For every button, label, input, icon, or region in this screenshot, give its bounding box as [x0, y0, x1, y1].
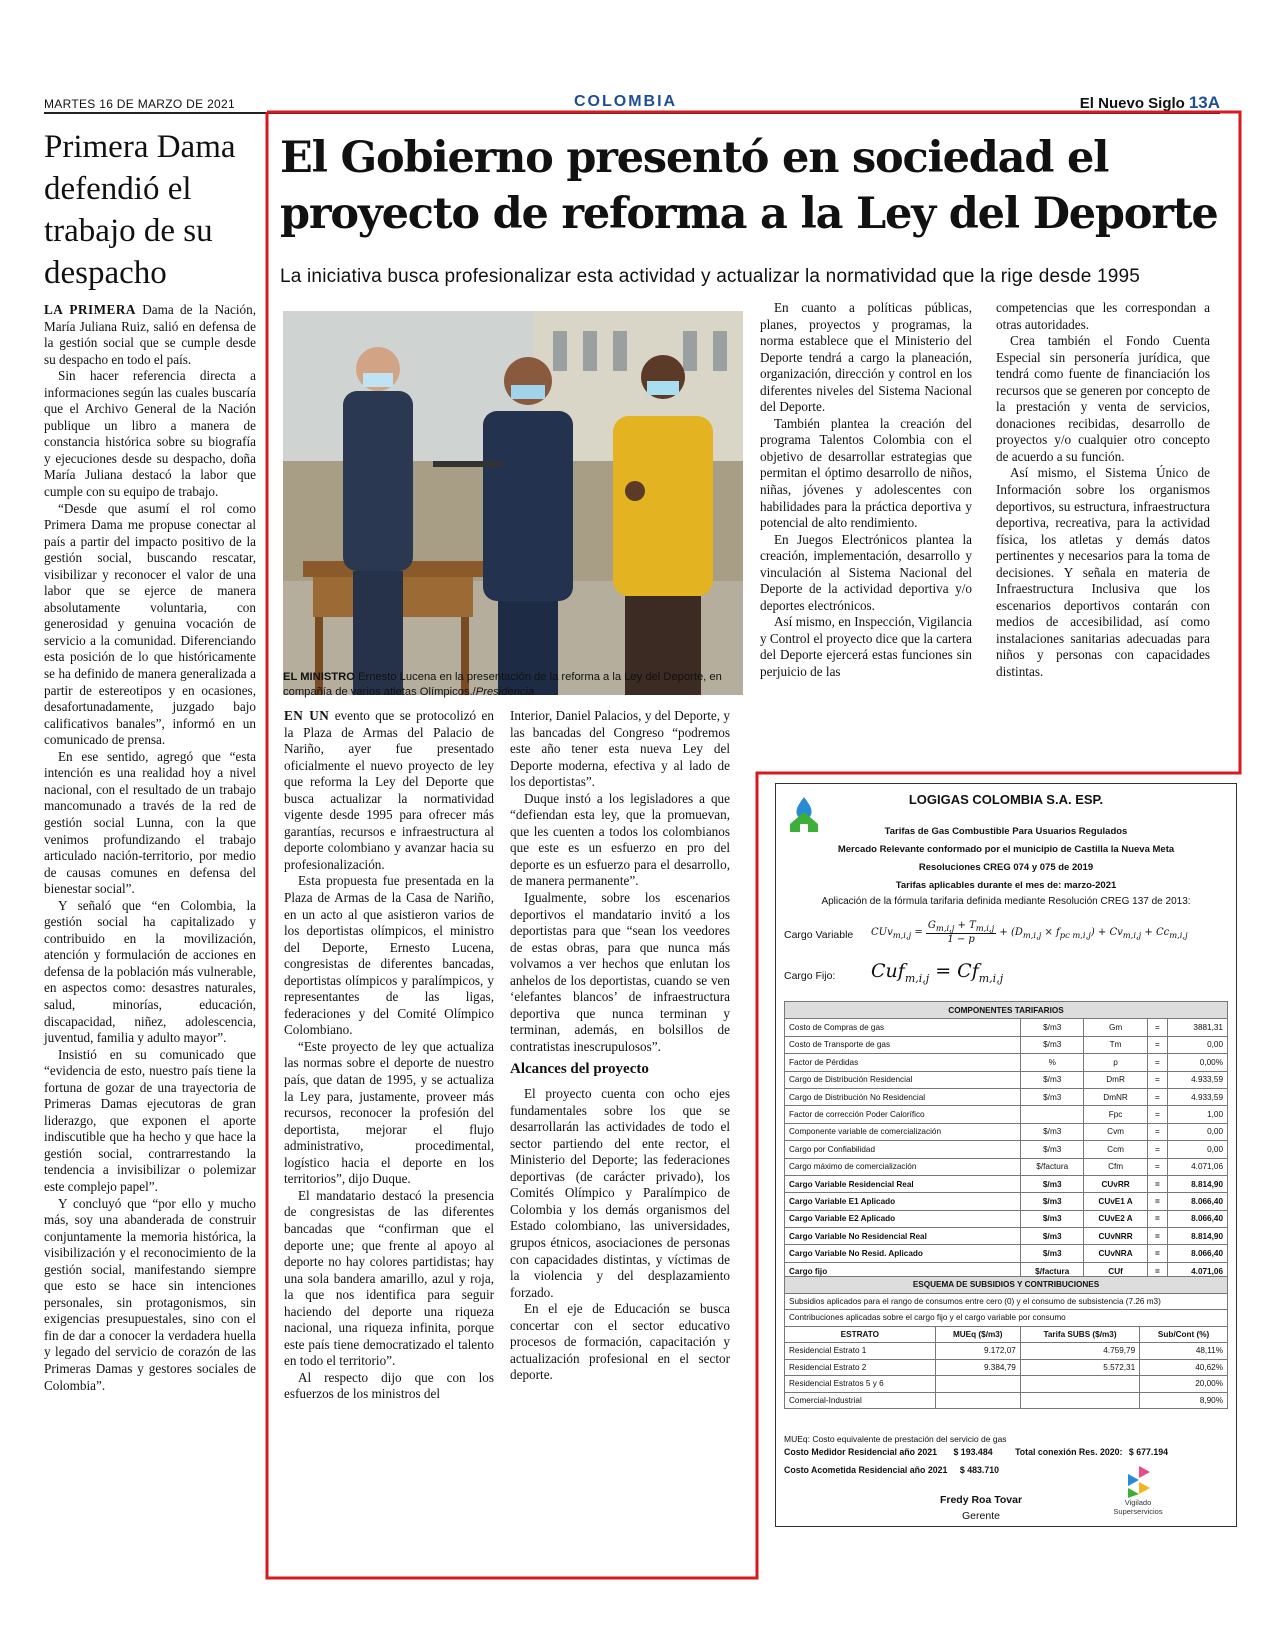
components-header: COMPONENTES TARIFARIOS — [785, 1002, 1228, 1019]
component-sym: Cvm — [1084, 1123, 1147, 1140]
subsidy-col-header: Sub/Cont (%) — [1140, 1326, 1228, 1343]
caption-credit: Presidencia — [475, 686, 535, 698]
subsidy-tarifa: 4.759,79 — [1020, 1343, 1139, 1360]
main-paragraph: El mandatario destacó la presencia de congresistas de las diferentes bancadas que “confirman que el deporte une; que frente al apoyo al deporte no hay colores partidistas; hay una sola bandera amarillo, azul y roja, la que nos identifica para seguir haciendo del deporte una riqueza nacional, una riqueza infinita, porque este país tiene democratizado el talento en todo el territorio”. — [284, 1187, 494, 1369]
component-row — [785, 1019, 1228, 1036]
main-paragraph: En Juegos Electrónicos plantea la creación, implementación, desarrollo y vinculación al Sistema Nacional del Deporte de la actividad deportiva y/o deportes electrónicos. — [760, 531, 972, 613]
newspaper-name: El Nuevo Siglo — [1079, 95, 1185, 112]
subsidy-row — [785, 1392, 1228, 1409]
component-unit: $/m3 — [1021, 1210, 1084, 1227]
component-eq: = — [1147, 1071, 1167, 1088]
component-unit: $/m3 — [1021, 1123, 1084, 1140]
cargo-variable-label: Cargo Variable — [784, 929, 854, 941]
component-name: Costo de Compras de gas — [785, 1019, 1021, 1036]
component-eq: = — [1147, 1106, 1167, 1123]
section-subhead: Alcances del proyecto — [510, 1061, 649, 1078]
component-unit: $/m3 — [1021, 1071, 1084, 1088]
component-unit: $/factura — [1021, 1262, 1084, 1279]
subsidy-mueq — [935, 1392, 1020, 1409]
caption-text: Ernesto Lucena en la presentación de la reforma a la Ley del Deporte, en compañía de varios atletas Olímpicos./ — [283, 671, 722, 698]
main-column-2 — [510, 708, 730, 1384]
components-body — [785, 1019, 1228, 1280]
component-eq: = — [1147, 1088, 1167, 1105]
main-paragraph: El proyecto cuenta con ocho ejes fundamentales sobre los que se desarrollarán las actividades de todo el sector partiendo del ente rector, el Ministerio del Deporte; las federaciones deportivas (de carácter privado), los Comités Olímpico y Paralímpico de Colombia y los demás organismos del Estado colombiano, las universidades, grupos étnicos, asociaciones de personas con capacidades distintas, y víctimas de la violencia y del desplazamiento forzado. — [510, 1086, 730, 1300]
subsidy-estrato: Residencial Estrato 2 — [785, 1359, 936, 1376]
caption-label: EL MINISTRO — [283, 671, 355, 683]
component-row — [785, 1158, 1228, 1175]
component-eq: = — [1147, 1158, 1167, 1175]
superservicios-logo-icon — [1124, 1464, 1154, 1498]
subsidy-note-2: Contribuciones aplicadas sobre el cargo fijo y el cargo variable por consumo — [785, 1310, 1228, 1327]
component-unit: % — [1021, 1054, 1084, 1071]
ad-subtitle-1: Tarifas de Gas Combustible Para Usuarios Regulados — [884, 826, 1128, 837]
ad-subtitle-4: Tarifas aplicables durante el mes de: marzo-2021 — [895, 880, 1117, 891]
main-headline: El Gobierno presentó en sociedad el proyecto de reforma a la Ley del Deporte — [280, 133, 1218, 239]
component-val: 1,00 — [1168, 1106, 1228, 1123]
component-eq: = — [1147, 1141, 1167, 1158]
component-sym: CUvRR — [1084, 1175, 1147, 1192]
component-row — [785, 1193, 1228, 1210]
component-name: Factor de corrección Poder Calorífico — [785, 1106, 1021, 1123]
side-paragraph: Y señaló que “en Colombia, la gestión social ha capitalizado y contribuido en la movilización, atención y formulación de acciones en defensa de la población más vulnerable, en aspectos como: desastres naturales, salud, minorías, educación, discapacidad, niñez, adolescencia, juventud, familia y adulto mayor”. — [44, 897, 256, 1046]
main-paragraph: Al respecto dijo que con los esfuerzos de los ministros del — [284, 1369, 494, 1402]
subsidy-pct: 20,00% — [1140, 1376, 1228, 1393]
main-paragraph: Igualmente, sobre los escenarios deportivos el mandatario invitó a los deportistas para que “sean los veedores de estas obras, para que nunca más volvamos a ver hechos que enlutan los anhelos de los deportistas, cuando se ven ‘elefantes blancos’ de infraestructura deportiva que nunca terminan y terminan, además, en bolsillos de contratistas inescrupulosos”. — [510, 890, 730, 1054]
component-sym: CUf — [1084, 1262, 1147, 1279]
component-val: 8.066,40 — [1168, 1193, 1228, 1210]
main-paragraph: También plantea la creación del programa Talentos Colombia con el objetivo de desarrollar estrategias que permitan el óptimo desarrollo de niños, niñas, jóvenes y adolescentes con habilidades para la práctica deportiva y potencial de alto rendimiento. — [760, 415, 972, 531]
main-paragraph: EN UN evento que se protocolizó en la Plaza de Armas del Palacio de Nariño, ayer fue presentado oficialmente el nuevo proyecto de ley que reforma la Ley del Deporte que busca actualizar la normatividad vigente desde 1995 para ofrecer más garantías, recursos e infraestructura al deporte colombiano y avanzar hacia su profesionalización. — [284, 708, 494, 872]
tariff-advertisement — [775, 783, 1237, 1527]
cargo-fijo-formula: $Cuf_{m,i,j} = Cf_{m,i,j}$ — [871, 960, 1004, 985]
main-paragraph: competencias que les correspondan a otras autoridades. — [996, 300, 1210, 332]
component-sym: Tm — [1084, 1036, 1147, 1053]
component-eq: = — [1147, 1175, 1167, 1192]
component-row — [785, 1106, 1228, 1123]
subsidy-pct: 40,62% — [1140, 1359, 1228, 1376]
vigilado-label: Vigilado Superservicios — [1113, 1498, 1163, 1516]
subsidy-mueq: 9.384,79 — [935, 1359, 1020, 1376]
component-val: 8.066,40 — [1168, 1210, 1228, 1227]
component-val: 8.066,40 — [1168, 1245, 1228, 1262]
component-unit: $/m3 — [1021, 1245, 1084, 1262]
subsidy-body — [785, 1343, 1228, 1409]
component-row — [785, 1054, 1228, 1071]
main-paragraph: Duque instó a los legisladores a que “defiendan esta ley, que la promuevan, que les cuenten a todos los colombianos que este es un esfuerzo en pro del deporte es un esfuerzo para el desarrollo, de manera permanente”. — [510, 790, 730, 889]
component-sym: Gm — [1084, 1019, 1147, 1036]
main-column-3 — [760, 300, 972, 681]
costo-medidor: Costo Medidor Residencial año 2021 $ 193.484 Total conexión Res. 2020: $ 677.194 — [784, 1447, 1169, 1457]
page-number: 13A — [1188, 93, 1220, 112]
component-row — [785, 1088, 1228, 1105]
side-article-headline: Primera Dama defendió el trabajo de su despacho — [44, 129, 236, 291]
component-row — [785, 1210, 1228, 1227]
component-name: Cargo por Confiabilidad — [785, 1141, 1021, 1158]
side-paragraph: En ese sentido, agregó que “esta intención es una realidad hoy a nivel nacional, con el resultado de un trabajo mancomunado a través de la red de gestión social Lunna, con la que venimos profundizando el trabajo articulado nación-territorio, por medio de causas comunes en defensa del bienestar social”. — [44, 748, 256, 897]
component-row — [785, 1245, 1228, 1262]
component-eq: = — [1147, 1123, 1167, 1140]
subsidy-tarifa: 5.572,31 — [1020, 1359, 1139, 1376]
component-sym: Fpc — [1084, 1106, 1147, 1123]
component-unit: $/m3 — [1021, 1019, 1084, 1036]
main-paragraph: Así mismo, el Sistema Único de Información sobre los organismos deportivos, su estructura, infraestructura deportiva, recreativa, para la actividad física, los atletas y demás datos pertinentes y necesarios para la toma de decisiones. Y señala en materia de Infraestructura Inclusiva que los escenarios deportivos contarán con medios de accesibilidad, así como instalaciones sanitarias adecuadas para niños y personas con capacidades distintas. — [996, 465, 1210, 680]
main-paragraph: En el eje de Educación se busca concertar con el sector educativo procesos de formación, capacitación y actualización profesional en el sector deporte. — [510, 1301, 730, 1383]
component-unit — [1021, 1106, 1084, 1123]
main-paragraph: “Este proyecto de ley que actualiza las normas sobre el deporte de nuestro país, que datan de 1995, y se actualiza la Ley para, justamente, proveer más recursos, reconocer la profesión del deportista, mejorar el flujo administrativo, procedimental, logístico hacia el deporte en los territorios”, dijo Duque. — [284, 1038, 494, 1187]
subsidy-table — [784, 1276, 1228, 1409]
component-sym: p — [1084, 1054, 1147, 1071]
subsidy-tarifa — [1020, 1376, 1139, 1393]
cargo-fijo-label: Cargo Fijo: — [784, 970, 836, 982]
subsidy-row — [785, 1359, 1228, 1376]
subsidy-mueq: 9.172,07 — [935, 1343, 1020, 1360]
component-eq: = — [1147, 1054, 1167, 1071]
company-name: LOGIGAS COLOMBIA S.A. ESP. — [908, 792, 1104, 807]
section-name: COLOMBIA — [574, 93, 678, 110]
component-val: 4.933,59 — [1168, 1088, 1228, 1105]
subsidy-note-1: Subsidios aplicados para el rango de consumos entre cero (0) y el consumo de subsistencia (7.26 m3) — [785, 1293, 1228, 1310]
component-sym: CUvNRR — [1084, 1228, 1147, 1245]
cargo-variable-formula: CUv$_{m,i,j}$ = $\frac{G_{m,i,j} + T_{m,i,j}}{1 - p}$ + $(D_{m,i,j} \times f_{pc m,i,j}) + Cv_{m,i,j} + Cc_{m,i,j}$ — [871, 920, 1188, 945]
signer-title: Gerente — [962, 1510, 1000, 1522]
subsidy-estrato: Residencial Estrato 1 — [785, 1343, 936, 1360]
component-row — [785, 1123, 1228, 1140]
side-paragraph: Insistió en su comunicado que “evidencia de esto, nuestro país tiene la fortuna de gozar de una trayectoria de Primeras Damas ejecutoras de gran liderazgo, que exponen el aporte indiscutible que ha hecho y que hace la gestión social, contrarrestando la tendencia a invisibilizar o polemizar este complejo papel”. — [44, 1046, 256, 1194]
component-row — [785, 1141, 1228, 1158]
component-name: Factor de Pérdidas — [785, 1054, 1021, 1071]
costo-acometida: Costo Acometida Residencial año 2021 $ 483.710 — [784, 1465, 1000, 1475]
ad-subtitle-2: Mercado Relevante conformado por el municipio de Castilla la Nueva Meta — [837, 844, 1175, 855]
component-sym: DmR — [1084, 1071, 1147, 1088]
component-val: 0,00% — [1168, 1054, 1228, 1071]
photo-illustration — [283, 311, 743, 695]
component-name: Cargo de Distribución No Residencial — [785, 1088, 1021, 1105]
component-unit: $/m3 — [1021, 1141, 1084, 1158]
component-val: 8.814,90 — [1168, 1175, 1228, 1192]
subsidy-tarifa — [1020, 1392, 1139, 1409]
component-val: 4.071,06 — [1168, 1158, 1228, 1175]
side-paragraph: Y concluyó que “por ello y mucho más, soy una abanderada de construir conjuntamente la memoria histórica, la visibilización y el reconocimiento de la gestión social, manifestando siempre que esto se hace sin intenciones personales, sin protagonismos, sin exigencias presupuestales, sino con el fin de dar a conocer la verdadera huella y legado del servicio de corazón de las Primeras Damas y gestores sociales de Colombia”. — [44, 1195, 256, 1393]
component-sym: Cfm — [1084, 1158, 1147, 1175]
subsidy-row — [785, 1376, 1228, 1393]
subsidy-header: ESQUEMA DE SUBSIDIOS Y CONTRIBUCIONES — [785, 1277, 1228, 1294]
component-val: 0,00 — [1168, 1123, 1228, 1140]
component-row — [785, 1228, 1228, 1245]
subsidy-col-header: ESTRATO — [785, 1326, 936, 1343]
signer-name: Fredy Roa Tovar — [939, 1494, 1023, 1506]
subsidy-mueq — [935, 1376, 1020, 1393]
component-val: 8.814,90 — [1168, 1228, 1228, 1245]
component-eq: = — [1147, 1228, 1167, 1245]
component-eq: = — [1147, 1193, 1167, 1210]
component-eq: = — [1147, 1036, 1167, 1053]
subsidy-pct: 8,90% — [1140, 1392, 1228, 1409]
side-paragraph: LA PRIMERA Dama de la Nación, María Juliana Ruiz, salió en defensa de la gestión social que se cumple desde su despacho en todo el país. — [44, 302, 256, 367]
main-deck: La iniciativa busca profesionalizar esta actividad y actualizar la normatividad que la rige desde 1995 — [280, 266, 1141, 287]
subsidy-row — [785, 1343, 1228, 1360]
component-sym: DmNR — [1084, 1088, 1147, 1105]
component-unit: $/factura — [1021, 1158, 1084, 1175]
component-unit: $/m3 — [1021, 1228, 1084, 1245]
component-name: Cargo fijo — [785, 1262, 1021, 1279]
photo-caption — [283, 670, 743, 700]
main-paragraph: Interior, Daniel Palacios, y del Deporte, y las bancadas del Congreso “podremos este año tener esta nueva Ley del Deporte moderna, efectiva y al lado de los deportistas”. — [510, 708, 730, 790]
main-paragraph: Esta propuesta fue presentada en la Plaza de Armas de la Casa de Nariño, en un acto al que asistieron varios de los deportistas olímpicos, el ministro del Deporte, Ernesto Lucena, congresistas de diferentes bancadas, deportistas olímpicos y paralímpicos, y representantes de las ligas, federaciones y del Comité Olímpico Colombiano. — [284, 873, 494, 1038]
component-val: 4.933,59 — [1168, 1071, 1228, 1088]
main-column-4 — [996, 300, 1210, 681]
lead-caps: EN UN — [284, 708, 330, 723]
component-unit: $/m3 — [1021, 1193, 1084, 1210]
component-row — [785, 1071, 1228, 1088]
component-val: 4.071,06 — [1168, 1262, 1228, 1279]
component-sym: Ccm — [1084, 1141, 1147, 1158]
tariff-components-table — [784, 1001, 1228, 1280]
main-paragraph: Crea también el Fondo Cuenta Especial sin personería jurídica, que tendrá como fuente de financiación los recursos que se generen por concepto de la prestación y venta de servicios, donaciones recibidas, desarrollo de proyectos y/o cualquier otro concepto de acuerdo a su función. — [996, 333, 1210, 464]
component-name: Cargo Variable No Resid. Aplicado — [785, 1245, 1021, 1262]
component-eq: = — [1147, 1019, 1167, 1036]
ad-formula-note: Aplicación de la fórmula tarifaria definida mediante Resolución CREG 137 de 2013: — [821, 896, 1191, 907]
issue-date: MARTES 16 DE MARZO DE 2021 — [44, 97, 235, 111]
component-val: 0,00 — [1168, 1036, 1228, 1053]
component-eq: = — [1147, 1262, 1167, 1279]
side-paragraph: “Desde que asumí el rol como Primera Dama me propuse conectar al país a partir del impacto positivo de la gestión social, buscando rescatar, visibilizar y reconocer el valor de una labor que se ejerce de manera absolutamente voluntaria, con generosidad y genuina vocación de servicio a la comunidad. Diferenciando esta posición de lo que históricamente se ha definido de manera generalizada a partir de estereotipos y en ocasiones, desafortunadamente, juzgado bajo calificativos banales”, informó en un comunicado de prensa. — [44, 500, 256, 748]
component-eq: = — [1147, 1210, 1167, 1227]
component-unit: $/m3 — [1021, 1088, 1084, 1105]
component-sym: CUvE2 A — [1084, 1210, 1147, 1227]
component-eq: = — [1147, 1245, 1167, 1262]
subsidy-col-header: MUEq ($/m3) — [935, 1326, 1020, 1343]
subsidy-estrato: Residencial Estratos 5 y 6 — [785, 1376, 936, 1393]
lead-caps: LA PRIMERA — [44, 302, 136, 317]
component-sym: CUvNRA — [1084, 1245, 1147, 1262]
component-name: Componente variable de comercialización — [785, 1123, 1021, 1140]
main-paragraph: En cuanto a políticas públicas, planes, proyectos y programas, la norma establece que el Ministerio del Deporte tendrá a cargo la planeación, organización, dirección y control en los diferentes niveles del Sistema Nacional del Deporte. — [760, 300, 972, 415]
article-photo — [283, 311, 743, 695]
component-name: Cargo Variable Residencial Real — [785, 1175, 1021, 1192]
component-sym: CUvE1 A — [1084, 1193, 1147, 1210]
component-unit: $/m3 — [1021, 1036, 1084, 1053]
side-paragraph: Sin hacer referencia directa a informaciones según las cuales buscaría que el Archivo General de la Nación publique un libro a manera de constancia histórica sobre su biografía y ejecuciones desde su despacho, doña María Juliana destacó la labor que cumple con su equipo de trabajo. — [44, 368, 256, 500]
component-name: Cargo Variable E1 Aplicado — [785, 1193, 1021, 1210]
main-column-1 — [284, 708, 494, 1403]
subsidy-col-header: Tarifa SUBS ($/m3) — [1020, 1326, 1139, 1343]
subsidy-estrato: Comercial-Industrial — [785, 1392, 936, 1409]
mueq-note: MUEq: Costo equivalente de prestación del servicio de gas — [784, 1434, 1007, 1444]
main-paragraph: Así mismo, en Inspección, Vigilancia y Control el proyecto dice que la cartera del Deporte ejercerá estas funciones sin perjuicio de las — [760, 614, 973, 680]
component-val: 3881,31 — [1168, 1019, 1228, 1036]
component-name: Cargo máximo de comercialización — [785, 1158, 1021, 1175]
component-name: Cargo de Distribución Residencial — [785, 1071, 1021, 1088]
component-name: Costo de Transporte de gas — [785, 1036, 1021, 1053]
ad-subtitle-3: Resoluciones CREG 074 y 075 de 2019 — [918, 862, 1094, 873]
subsidy-pct: 48,11% — [1140, 1343, 1228, 1360]
component-row — [785, 1036, 1228, 1053]
component-unit: $/m3 — [1021, 1175, 1084, 1192]
component-name: Cargo Variable No Residencial Real — [785, 1228, 1021, 1245]
component-name: Cargo Variable E2 Aplicado — [785, 1210, 1021, 1227]
component-row — [785, 1175, 1228, 1192]
component-val: 0,00 — [1168, 1141, 1228, 1158]
